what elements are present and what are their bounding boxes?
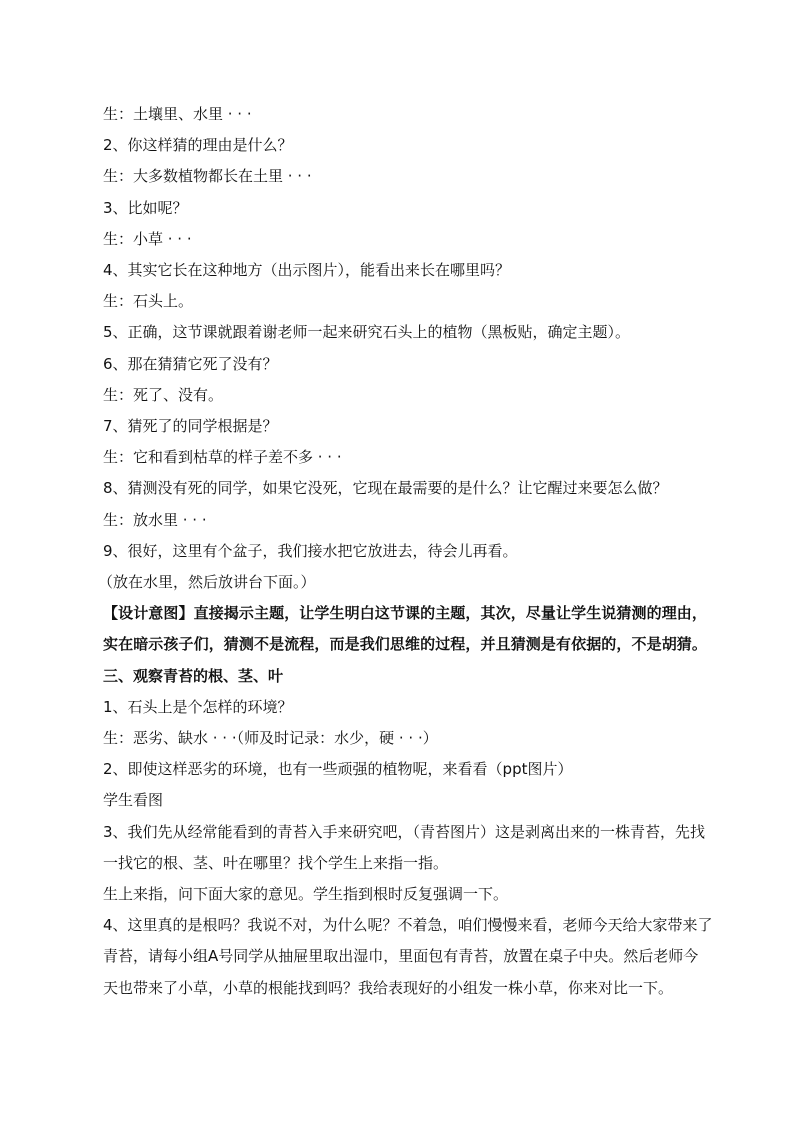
dialogue-line: 生：它和看到枯草的样子差不多 · · ·: [103, 448, 342, 467]
document-body: [98, 99, 713, 1004]
question-line: 2、你这样猜的理由是什么？: [103, 136, 293, 155]
dialogue-line: 生：小草 · · ·: [103, 229, 192, 248]
dialogue-line: 生：土壤里、水里 · · ·: [103, 105, 252, 123]
dialogue-line: 生上来指，问下面大家的意见。学生指到根时反复强调一下。: [103, 885, 509, 904]
question-line: 6、那在猜猜它死了没有？: [103, 354, 278, 373]
question-line: 3、比如呢？: [103, 198, 188, 217]
question-line: 9、很好，这里有个盆子，我们接水把它放进去，待会儿再看。: [103, 541, 518, 560]
question-line: 7、猜死了的同学根据是？: [103, 417, 278, 436]
question-line: 2、即使这样恶劣的环境，也有一些顽强的植物呢，来看看（ppt图片）: [103, 760, 573, 779]
dialogue-line: 生：恶劣、缺水 · · ·（师及时记录：水少，硬 · · ·）: [103, 729, 438, 748]
question-paragraph: 3、我们先从经常能看到的青苔入手来研究吧，（青苔图片）这是剥离出来的一株青苔，先找一找它的根、茎、叶在哪里？找个学生上来指一指。: [103, 822, 706, 872]
dialogue-line: 生：放水里 · · ·: [103, 510, 207, 529]
question-line: 1、石头上是个怎样的环境？: [103, 697, 293, 716]
design-intent-paragraph: 【设计意图】直接揭示主题，让学生明白这节课的主题，其次，尽量让学生说猜测的理由，实在暗示孩子们，猜测不是流程，而是我们思维的过程，并且猜测是有依据的，不是胡猜。: [103, 604, 708, 654]
section-heading: 三、观察青苔的根、茎、叶: [103, 666, 284, 685]
question-line: 5、正确，这节课就跟着谢老师一起来研究石头上的植物（黑板贴，确定主题）。: [103, 323, 631, 342]
question-paragraph: 4、这里真的是根吗？我说不对，为什么呢？不着急，咱们慢慢来看，老师今天给大家带来了青苔，请每小组A号同学从抽屉里取出湿巾，里面包有青苔，放置在桌子中央。然后老师今天也带来了小草，小草的根能找到吗？我给表现好的小组发一株小草，你来对比一下。: [103, 916, 713, 997]
stage-note: （放在水里，然后放讲台下面。）: [98, 573, 316, 592]
question-line: 8、猜测没有死的同学，如果它没死，它现在最需要的是什么？让它醒过来要怎么做？: [103, 479, 668, 498]
dialogue-line: 生：大多数植物都长在土里 · · ·: [103, 167, 312, 186]
dialogue-line: 生：死了、没有。: [103, 385, 224, 404]
dialogue-line: 学生看图: [103, 791, 164, 810]
dialogue-line: 生：石头上。: [103, 292, 194, 311]
question-line: 4、其实它长在这种地方（出示图片），能看出来长在哪里吗？: [103, 261, 511, 280]
